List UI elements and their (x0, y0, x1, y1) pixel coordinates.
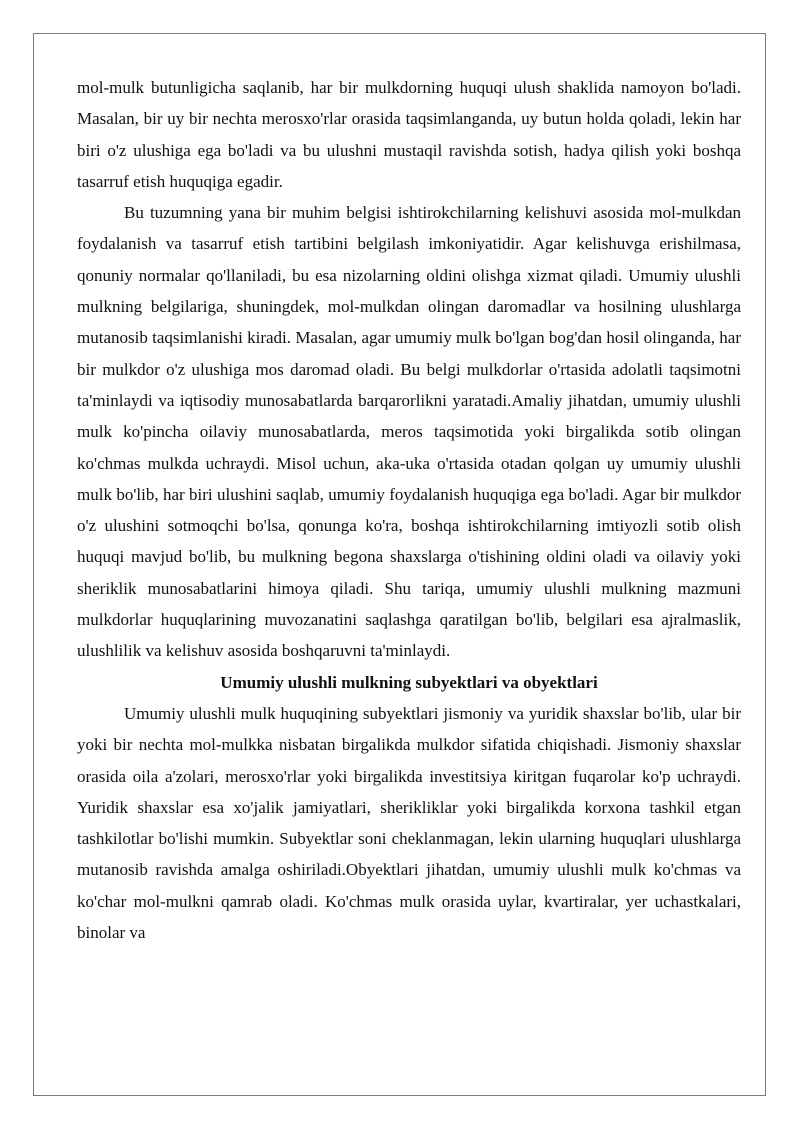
paragraph: Umumiy ulushli mulk huquqining subyektlari jismoniy va yuridik shaxslar bo'lib, ular bir yoki bir nechta mol-mulkka nisbatan birgalikda mulkdor sifatida chiqishadi. Jismoniy shaxslar orasida oila a'zolari, merosxo'rlar yoki birgalikda investitsiya kiritgan fuqarolar ko'p uchraydi. Yuridik shaxslar esa xo'jalik jamiyatlari, sherikliklar yoki birgalikda korxona tashkil etgan tashkilotlar bo'lishi mumkin. Subyektlar soni cheklanmagan, lekin ularning huquqlari ulushlarga mutanosib ravishda amalga oshiriladi.Obyektlari jihatdan, umumiy ulushli mulk ko'chmas va ko'char mol-mulkni qamrab oladi. Ko'chmas mulk orasida uylar, kvartiralar, yer uchastkalari, binolar va (77, 703, 741, 943)
paragraph: Bu tuzumning yana bir muhim belgisi ishtirokchilarning kelishuvi asosida mol-mulkdan foydalanish va tasarruf etish tartibini belgilash imkoniyatidir. Agar kelishuvga erishilmasa, qonuniy normalar qo'llaniladi, bu esa nizolarning oldini olishga xizmat qiladi. Umumiy ulushli mulkning belgilariga, shuningdek, mol-mulkdan olingan daromadlar va hosilning ulushlarga mutanosib taqsimlanishi kiradi. Masalan, agar umumiy mulk bo'lgan bog'dan hosil olinganda, har bir mulkdor o'z ulushiga mos daromad oladi. Bu belgi mulkdorlar o'rtasida adolatli taqsimotni ta'minlaydi va iqtisodiy munosabatlarda barqarorlikni yaratadi.Amaliy jihatdan, umumiy ulushli mulk ko'pincha oilaviy munosabatlarda, meros taqsimotida yoki birgalikda sotib olingan ko'chmas mulkda uchraydi. Misol uchun, aka-uka o'rtasida otadan qolgan uy umumiy ulushli mulk bo'lib, har biri ulushini saqlab, umumiy foydalanish huquqiga ega bo'ladi. Agar bir mulkdor o'z ulushini sotmoqchi bo'lsa, qonunga ko'ra, boshqa ishtirokchilarning imtiyozli sotib olish huquqi mavjud bo'lib, bu mulkning begona shaxslarga o'tishining oldini oladi va oilaviy yoki sheriklik munosabatlarini himoya qiladi. Shu tariqa, umumiy ulushli mulkning mazmuni mulkdorlar huquqlarining muvozanatini saqlashga qaratilgan bo'lib, belgilari esa ajralmaslik, ulushlilik va kelishuv asosida boshqaruvni ta'minlaydi. (77, 203, 741, 661)
document-body (77, 72, 741, 948)
section-heading: Umumiy ulushli mulkning subyektlari va obyektlari (220, 672, 598, 692)
paragraph: mol-mulk butunligicha saqlanib, har bir mulkdorning huquqi ulush shaklida namoyon bo'ladi. Masalan, bir uy bir nechta merosxo'rlar orasida taqsimlanganda, uy butun holda qoladi, lekin har biri o'z ulushiga ega bo'ladi va bu ulushni mustaqil ravishda sotish, hadya qilish yoki boshqa tasarruf etish huquqiga egadir. (77, 78, 741, 191)
